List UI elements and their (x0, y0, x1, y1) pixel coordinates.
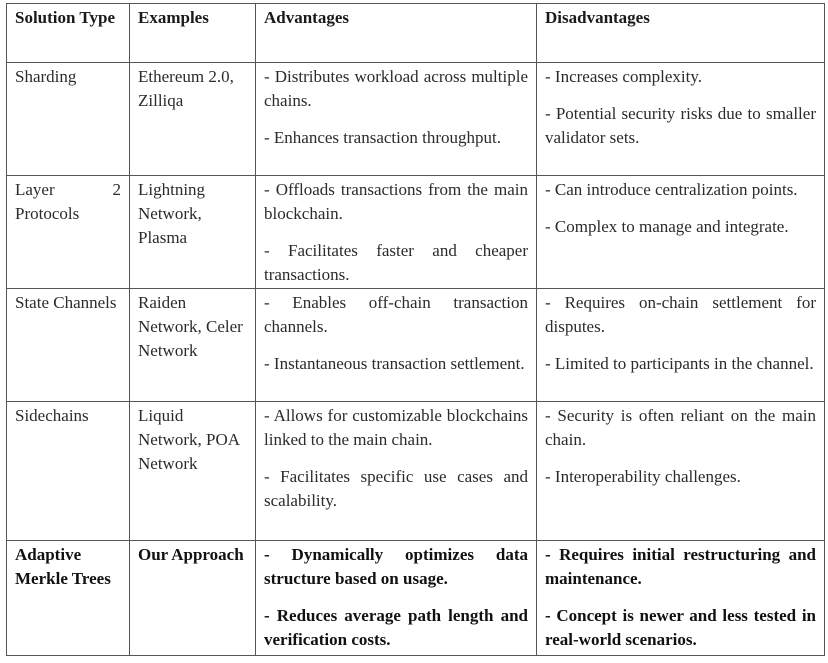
cell-examples: Ethereum 2.0, Zilliqa (130, 63, 256, 176)
cell-examples: Liquid Network, POA Network (130, 402, 256, 541)
disadvantage-item: - Security is often reliant on the main chain. (545, 406, 816, 449)
cell-advantages (256, 176, 537, 289)
advantage-item: - Facilitates faster and cheaper transactions. (264, 241, 528, 284)
cell-advantages (256, 63, 537, 176)
cell-solution-type: Adaptive Merkle Trees (7, 541, 130, 656)
cell-disadvantages (537, 176, 825, 289)
advantage-item: - Facilitates specific use cases and scalability. (264, 467, 528, 510)
advantage-item: - Reduces average path length and verification costs. (264, 606, 528, 649)
cell-disadvantages (537, 63, 825, 176)
cell-solution-type: Layer 2 Protocols (7, 176, 130, 289)
advantage-item: - Dynamically optimizes data structure based on usage. (264, 545, 528, 588)
disadvantage-item: - Interoperability challenges. (545, 467, 741, 486)
advantage-item: - Instantaneous transaction settlement. (264, 354, 525, 373)
advantage-item: - Enhances transaction throughput. (264, 128, 501, 147)
cell-advantages (256, 541, 537, 656)
disadvantage-item: - Can introduce centralization points. (545, 180, 798, 199)
disadvantage-item: - Concept is newer and less tested in real-world scenarios. (545, 606, 816, 649)
table-row (7, 289, 825, 402)
table-row (7, 63, 825, 176)
cell-advantages (256, 402, 537, 541)
cell-disadvantages (537, 402, 825, 541)
disadvantage-item: - Limited to participants in the channel. (545, 354, 814, 373)
comparison-table (6, 3, 825, 656)
disadvantage-item: - Complex to manage and integrate. (545, 217, 789, 236)
disadvantage-item: - Requires on-chain settlement for disputes. (545, 293, 816, 336)
header-advantages: Advantages (256, 4, 537, 63)
header-disadvantages: Disadvantages (537, 4, 825, 63)
cell-solution-type: Sidechains (7, 402, 130, 541)
cell-solution-type: State Channels (7, 289, 130, 402)
table-row (7, 402, 825, 541)
advantage-item: - Enables off-chain transaction channels. (264, 293, 528, 336)
table-row-highlight (7, 541, 825, 656)
cell-disadvantages (537, 289, 825, 402)
disadvantage-item: - Potential security risks due to smaller validator sets. (545, 104, 816, 147)
disadvantage-item: - Requires initial restructuring and maintenance. (545, 545, 816, 588)
cell-examples: Lightning Network, Plasma (130, 176, 256, 289)
cell-disadvantages (537, 541, 825, 656)
advantage-item: - Allows for customizable blockchains linked to the main chain. (264, 406, 528, 449)
header-solution-type: Solution Type (7, 4, 130, 63)
cell-examples: Raiden Network, Celer Network (130, 289, 256, 402)
cell-examples: Our Approach (130, 541, 256, 656)
cell-solution-type: Sharding (7, 63, 130, 176)
advantage-item: - Offloads transactions from the main blockchain. (264, 180, 528, 223)
header-examples: Examples (130, 4, 256, 63)
table-row (7, 176, 825, 289)
disadvantage-item: - Increases complexity. (545, 67, 703, 86)
table-header-row (7, 4, 825, 63)
advantage-item: - Distributes workload across multiple chains. (264, 67, 528, 110)
cell-advantages (256, 289, 537, 402)
